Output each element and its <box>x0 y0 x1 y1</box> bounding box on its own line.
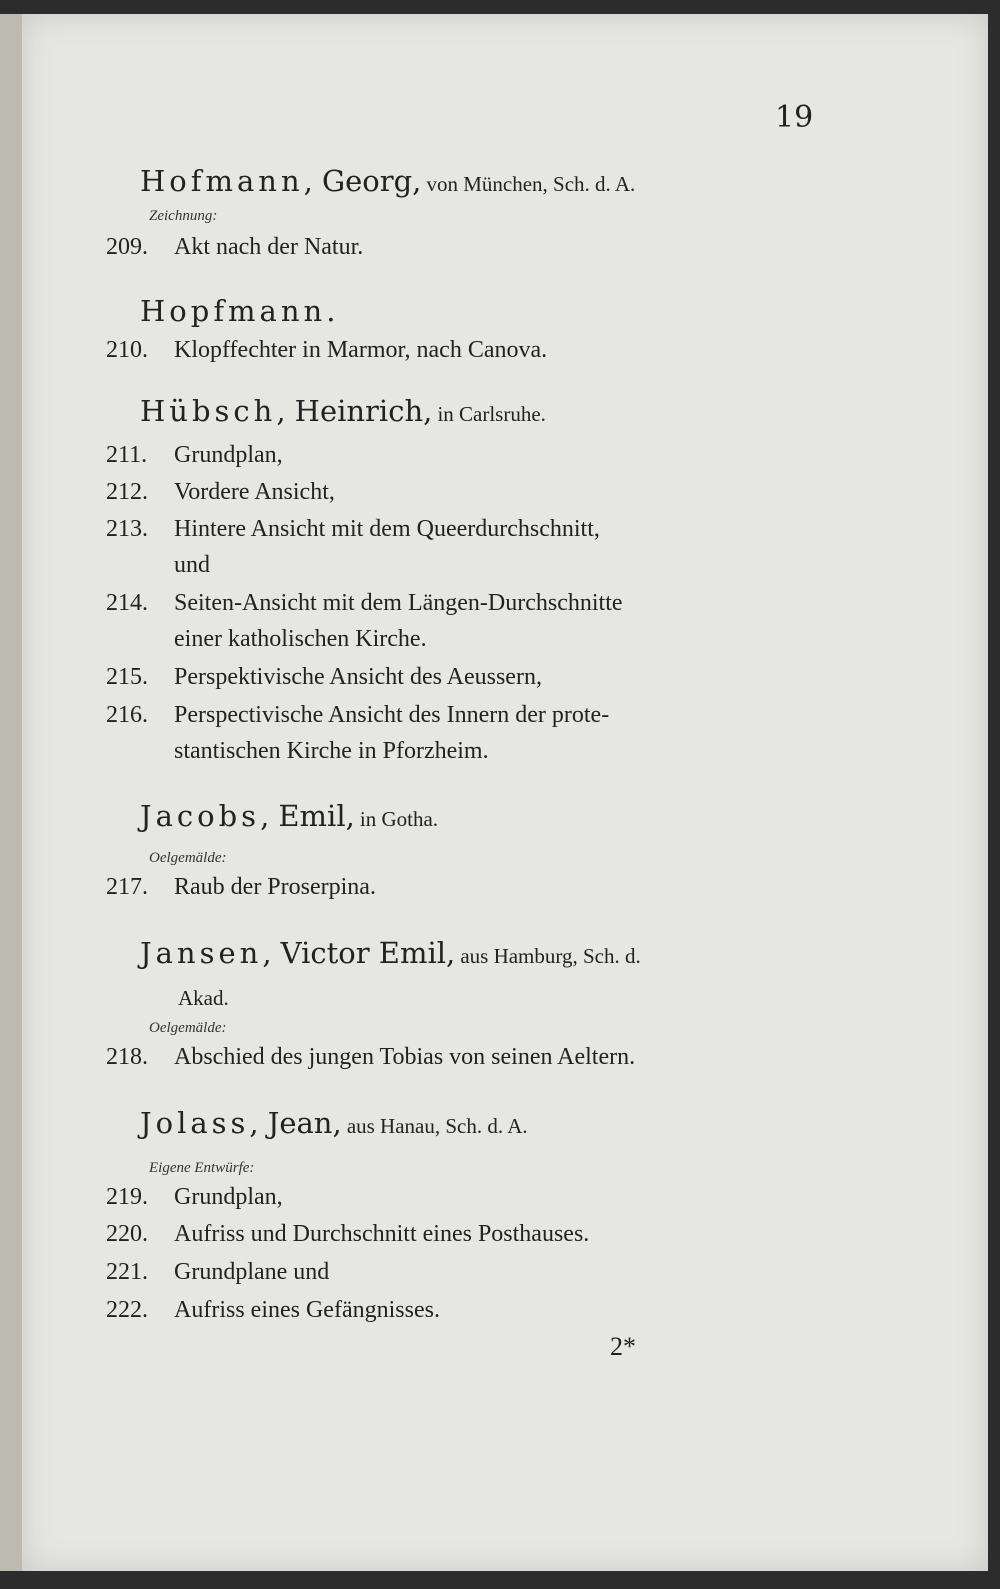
artist-given-name: Victor Emil, <box>280 936 456 970</box>
item-number: 214. <box>106 590 148 616</box>
catalog-item <box>106 1297 440 1324</box>
item-title-continuation: einer katholischen Kirche. <box>174 626 427 652</box>
item-title: Abschied des jungen Tobias von seinen Aeltern. <box>174 1044 636 1070</box>
catalog-item <box>106 874 376 901</box>
artist-given-name: Heinrich, <box>294 394 433 428</box>
item-number: 220. <box>106 1221 148 1247</box>
item-number: 217. <box>106 874 148 900</box>
artist-heading <box>140 799 438 833</box>
artist-heading <box>140 294 339 328</box>
artist-heading <box>140 1106 528 1140</box>
catalog-item <box>106 702 609 729</box>
item-number: 213. <box>106 516 148 542</box>
catalog-item <box>106 1044 635 1071</box>
item-title: Aufriss eines Gefängnisses. <box>174 1297 440 1323</box>
work-category: Oelgemälde: <box>149 1020 227 1036</box>
item-number: 209. <box>106 234 148 260</box>
item-number: 222. <box>106 1297 148 1323</box>
catalog-item <box>106 664 542 691</box>
item-title: Perspektivische Ansicht des Aeussern, <box>174 664 542 690</box>
artist-given-name: Georg, <box>321 164 422 198</box>
work-category: Zeichnung: <box>149 208 218 224</box>
item-number: 219. <box>106 1184 148 1210</box>
artist-given-name: Jean, <box>267 1106 342 1140</box>
item-title: Akt nach der Natur. <box>174 234 364 260</box>
page-number: 19 <box>775 100 814 135</box>
item-title: Klopffechter in Marmor, nach Canova. <box>174 337 548 363</box>
artist-surname: Hopfmann. <box>140 294 340 328</box>
signature-mark: 2* <box>610 1332 636 1361</box>
item-title: Seiten-Ansicht mit dem Längen-Durchschnitte <box>174 590 623 616</box>
item-number: 212. <box>106 479 148 505</box>
catalog-item <box>106 234 363 261</box>
catalog-item <box>106 590 623 617</box>
catalog-item <box>106 1184 283 1211</box>
artist-place: in Gotha. <box>359 807 439 831</box>
book-page <box>22 14 988 1571</box>
item-number: 221. <box>106 1259 148 1285</box>
artist-surname: Jacobs, <box>140 799 274 833</box>
artist-surname: Jansen, <box>140 936 276 970</box>
artist-surname: Hübsch, <box>140 394 290 428</box>
item-number: 210. <box>106 337 148 363</box>
item-number: 218. <box>106 1044 148 1070</box>
artist-heading <box>140 936 641 970</box>
artist-place: in Carlsruhe. <box>437 402 546 426</box>
artist-heading <box>140 164 635 198</box>
catalog-item <box>106 479 335 506</box>
artist-surname: Jolass, <box>140 1106 263 1140</box>
catalog-item <box>106 516 600 543</box>
item-title: Hintere Ansicht mit dem Queerdurchschnitt, <box>174 516 600 542</box>
catalog-item <box>106 1259 329 1286</box>
item-title: Grundplan, <box>174 442 283 468</box>
item-title-continuation: stantischen Kirche in Pforzheim. <box>174 738 489 764</box>
artist-place: aus Hanau, Sch. d. A. <box>346 1114 528 1138</box>
item-title-continuation: und <box>174 552 210 578</box>
item-number: 211. <box>106 442 148 468</box>
work-category: Oelgemälde: <box>149 850 227 866</box>
artist-surname: Hofmann, <box>140 164 317 198</box>
item-number: 215. <box>106 664 148 690</box>
item-title: Grundplane und <box>174 1259 330 1285</box>
item-title: Grundplan, <box>174 1184 283 1210</box>
page-content <box>22 14 988 1571</box>
item-title: Vordere Ansicht, <box>174 479 335 505</box>
item-title: Raub der Proserpina. <box>174 874 376 900</box>
item-title: Perspectivische Ansicht des Innern der prote- <box>174 702 610 728</box>
artist-given-name: Emil, <box>278 799 355 833</box>
artist-place-continuation: Akad. <box>178 986 229 1010</box>
catalog-item <box>106 337 547 364</box>
artist-heading <box>140 394 546 428</box>
catalog-item <box>106 1221 589 1248</box>
artist-place: aus Hamburg, Sch. d. <box>460 944 641 968</box>
artist-place: von München, Sch. d. A. <box>426 172 636 196</box>
catalog-item <box>106 442 283 469</box>
work-category: Eigene Entwürfe: <box>149 1160 255 1176</box>
item-number: 216. <box>106 702 148 728</box>
item-title: Aufriss und Durchschnitt eines Posthauses. <box>174 1221 590 1247</box>
book-gutter <box>0 14 23 1571</box>
